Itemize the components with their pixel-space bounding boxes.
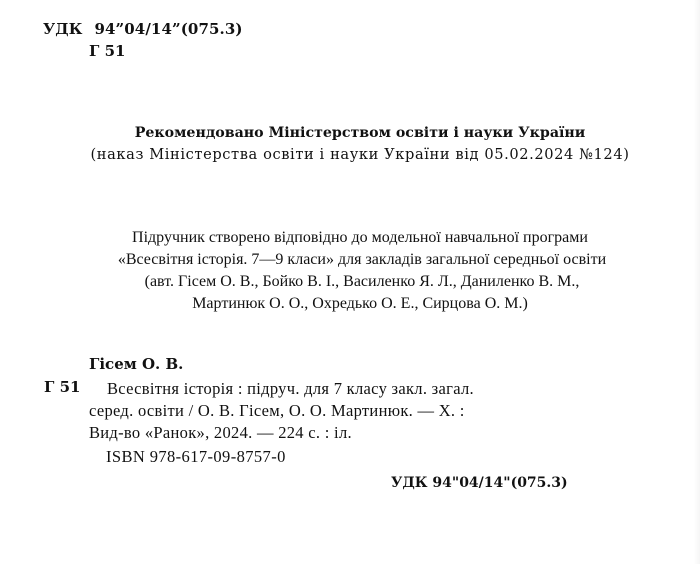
bib-udk: УДК 94"04/14"(075.3) — [391, 475, 568, 491]
bib-description-line: Вид-во «Ранок», 2024. — 224 с. : іл. — [89, 423, 352, 442]
bib-author: Гісем О. В. — [89, 355, 184, 373]
recommendation-line: Рекомендовано Міністерством освіти і науки України — [134, 125, 586, 141]
program-note-line: Підручник створено відповідно до модельної навчальної програми — [132, 229, 588, 246]
udk-code: 94”04/14”(075.3) — [94, 20, 243, 38]
udk-label: УДК — [43, 20, 83, 38]
ministry-order-line: (наказ Міністерства освіти і науки України від 05.02.2024 №124) — [90, 146, 630, 163]
classification-code: Г 51 — [89, 42, 126, 60]
bib-description-line: серед. освіти / О. В. Гісем, О. О. Мартинюк. — Х. : — [89, 401, 465, 420]
udk-header — [43, 20, 243, 38]
program-note-line: (авт. Гісем О. В., Бойко В. І., Василенко Я. Л., Даниленко В. М., — [144, 273, 580, 290]
bib-classification: Г 51 — [44, 378, 81, 396]
isbn: ISBN 978-617-09-8757-0 — [106, 447, 286, 466]
bib-description-line: Всесвітня історія : підруч. для 7 класу закл. загал. — [107, 379, 474, 398]
program-note-line: «Всесвітня історія. 7—9 класи» для закладів загальної середньої освіти — [117, 251, 607, 268]
program-note-line: Мартинюк О. О., Охредько О. Е., Сирцова О. М.) — [192, 295, 528, 312]
page-edge-shadow — [694, 0, 700, 564]
